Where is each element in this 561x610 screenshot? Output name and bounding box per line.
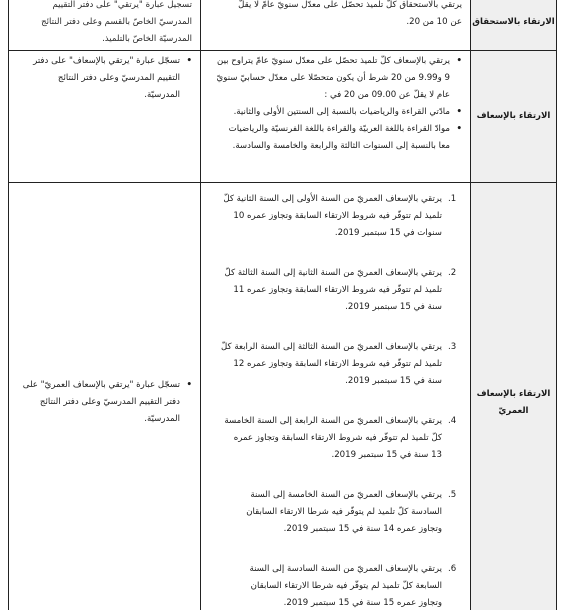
body-line: يرتقي بالاستحقاق كلّ تلميذ تحصّل على معدّل سنويّ عامّ لا يقلّ xyxy=(238,0,462,10)
item-number: 6. xyxy=(448,564,457,574)
item-number: 1. xyxy=(448,194,457,204)
row-label-age-rescue: الارتقاء بالإسعاف العمريّ xyxy=(471,183,557,610)
list-item: 2. يرتقي بالإسعاف العمريّ من السنة الثانية إلى السنة الثالثة كلّ تلميذ لم تتوفّر فيه شروط الارتقاء السابقة وتجاوز عمره 11 سنة في 15 سبتمبر 2019. xyxy=(209,265,462,316)
row-note-age-rescue xyxy=(9,183,201,610)
note-line: المدرسيّ الخاصّ بالقسم وعلى دفتر النتائج xyxy=(41,17,192,27)
list-item: 1. يرتقي بالإسعاف العمريّ من السنة الأولى إلى السنة الثانية كلّ تلميذ لم تتوفّر فيه شروط الارتقاء السابقة وتجاوز عمره 10 سنوات في 15 سبتمبر 2019. xyxy=(209,191,462,242)
list-item: 5. يرتقي بالإسعاف العمريّ من السنة الخامسة إلى السنة السادسة كلّ تلميذ لم يتوفّر فيه شرطا الارتقاء السابقان وتجاوز عمره 14 سنة في 15 سبتمبر 2019. xyxy=(209,487,462,538)
list-item: 4. يرتقي بالإسعاف العمريّ من السنة الرابعة إلى السنة الخامسة كلّ تلميذ لم تتوفّر فيه شروط الارتقاء السابقة وتجاوز عمره 13 سنة في 15 سبتمبر 2019. xyxy=(209,413,462,464)
row-body-age-rescue xyxy=(201,183,471,610)
row-body-rescue xyxy=(201,51,471,183)
table-row-merit xyxy=(9,0,557,51)
list-item: • مادّتي القراءة والرياضيات بالنسبة إلى السنتين الأولى والثانية. xyxy=(209,104,462,121)
row-note-merit xyxy=(9,0,201,51)
row-label-merit: الارتقاء بالاستحقاق xyxy=(471,0,557,51)
row-body-merit xyxy=(201,0,471,51)
list-item: 3. يرتقي بالإسعاف العمريّ من السنة الثالثة إلى السنة الرابعة كلّ تلميذ لم تتوفّر فيه شروط الارتقاء السابقة وتجاوز عمره 12 سنة في 15 سبتمبر 2019. xyxy=(209,339,462,390)
item-number: 5. xyxy=(448,490,457,500)
item-number: 2. xyxy=(448,268,457,278)
note-line: المدرسيّة الخاصّ بالتلميذ. xyxy=(102,34,192,44)
body-line: عن 10 من 20. xyxy=(406,17,462,27)
item-number: 4. xyxy=(448,416,457,426)
row-note-rescue xyxy=(9,51,201,183)
row-label-rescue: الارتقاء بالإسعاف xyxy=(471,51,557,183)
table-row-age-rescue xyxy=(9,183,557,610)
list-item: • يرتقي بالإسعاف كلّ تلميذ تحصّل على معدّل سنويّ عامّ يتراوح بين 9 و9.99 من 20 شرط أن يكون متحصّلا على معدّل حسابيّ سنويّ عام لا يقلّ عن 09.00 من 20 في : xyxy=(209,53,462,104)
promotion-rules-table xyxy=(8,0,557,610)
table-row-rescue xyxy=(9,51,557,183)
list-item: • موادّ القراءة باللغة العربيّة والقراءة باللغة الفرنسيّة والرياضيات معا بالنسبة إلى السنوات الثالثة والرابعة والخامسة والسادسة. xyxy=(209,121,462,155)
list-item: • تسجّل عبارة "يرتقي بالإسعاف" على دفتر التقييم المدرسيّ وعلى دفتر النتائج المدرسيّة. xyxy=(17,53,192,104)
list-item: 6. يرتقي بالإسعاف العمريّ من السنة السادسة إلى السنة السابعة كلّ تلميذ لم يتوفّر فيه شرطا الارتقاء السابقان وتجاوز عمره 15 سنة في 15 سبتمبر 2019. xyxy=(209,561,462,610)
list-item: • تسجّل عبارة "يرتقي بالإسعاف العمريّ" على دفتر التقييم المدرسيّ وعلى دفتر النتائج المدرسيّة. xyxy=(17,377,192,428)
item-number: 3. xyxy=(448,342,457,352)
note-line: تسجيل عبارة "يرتقي" على دفتر التقييم xyxy=(52,0,192,10)
